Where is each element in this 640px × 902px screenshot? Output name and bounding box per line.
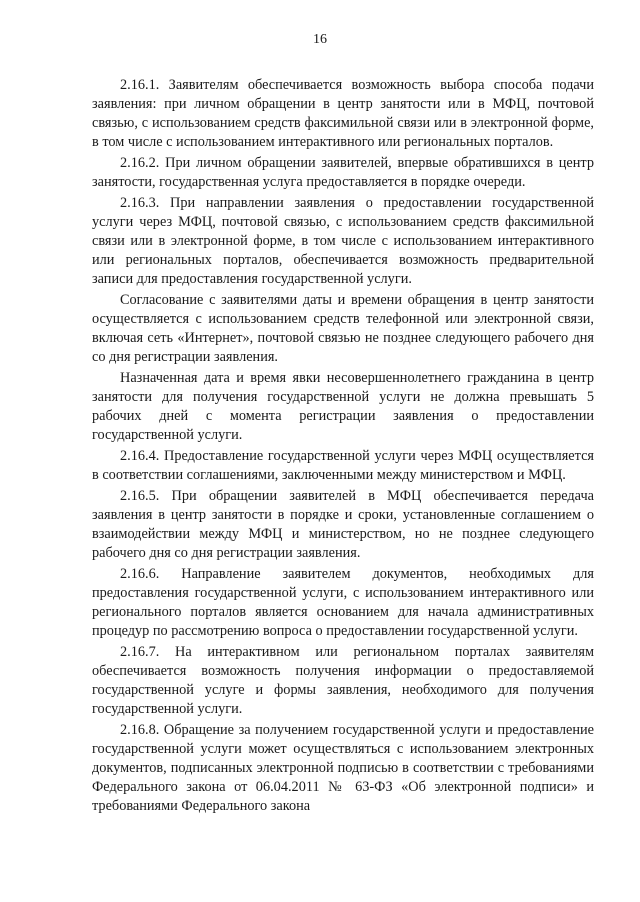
paragraph-scheduling-agreement: Согласование с заявителями даты и времени обращения в центр занятости осуществляется с использованием средств телефонной или электронной связи, включая сеть «Интернет», почтовой связью не позднее следующего рабочего дня со дня регистрации заявления. [92,292,594,365]
page-number: 16 [313,32,327,47]
document-body [92,76,594,818]
paragraph-2-16-1: 2.16.1. Заявителям обеспечивается возможность выбора способа подачи заявления: при личном обращении в центр занятости или в МФЦ, почтовой связью, с использованием средств факсимильной связи или в электронной форме, в том числе с использованием интерактивного или региональных порталов. [92,77,594,150]
paragraph-2-16-6: 2.16.6. Направление заявителем документов, необходимых для предоставления государственной услуги, с использованием интерактивного или регионального порталов является основанием для начала административных процедур по рассмотрению вопроса о предоставлении государственной услуги. [92,566,594,639]
paragraph-2-16-4: 2.16.4. Предоставление государственной услуги через МФЦ осуществляется в соответствии соглашениями, заключенными между министерством и МФЦ. [92,448,594,483]
paragraph-2-16-2: 2.16.2. При личном обращении заявителей, впервые обратившихся в центр занятости, государственная услуга предоставляется в порядке очереди. [92,155,594,190]
paragraph-2-16-5: 2.16.5. При обращении заявителей в МФЦ обеспечивается передача заявления в центр занятости в порядке и сроки, установленные соглашением о взаимодействии между МФЦ и министерством, но не позднее следующего рабочего дня со дня регистрации заявления. [92,488,594,561]
paragraph-2-16-3: 2.16.3. При направлении заявления о предоставлении государственной услуги через МФЦ, почтовой связью, с использованием средств факсимильной связи или в электронной форме, в том числе с использованием интерактивного или региональных порталов, обеспечивается возможность предварительной записи для предоставления государственной услуги. [92,195,594,287]
paragraph-minor-appointment: Назначенная дата и время явки несовершеннолетнего гражданина в центр занятости для получения государственной услуги не должна превышать 5 рабочих дней с момента регистрации заявления о предоставлении государственной услуги. [92,370,594,443]
paragraph-2-16-8: 2.16.8. Обращение за получением государственной услуги и предоставление государственной услуги может осуществляться с использованием электронных документов, подписанных электронной подписью в соответствии с требованиями Федерального закона от 06.04.2011 № 63-ФЗ «Об электронной подписи» и требованиями Федерального закона [92,722,594,814]
paragraph-2-16-7: 2.16.7. На интерактивном или региональном порталах заявителям обеспечивается возможность получения информации о предоставляемой государственной услуге и формы заявления, необходимого для получения государственной услуги. [92,644,594,717]
